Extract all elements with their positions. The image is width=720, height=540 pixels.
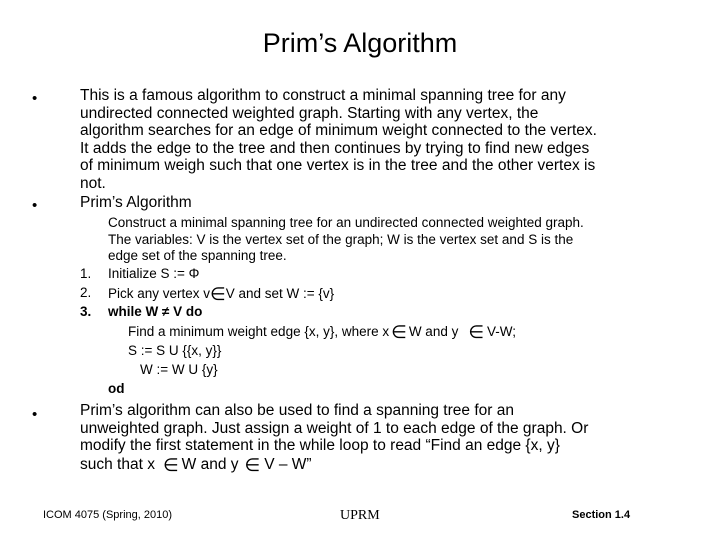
desc-line: The variables: V is the vertex set of the graph; W is the vertex set and S is the xyxy=(108,232,574,247)
step-text: Pick any vertex v∈V and set W := {v} xyxy=(108,284,335,304)
desc-line: edge set of the spanning tree. xyxy=(108,248,287,263)
loop-line: S := S U {{x, y}} xyxy=(128,343,222,358)
bullet-1: • xyxy=(32,90,38,107)
footer-center: UPRM xyxy=(340,508,380,523)
intro-line: This is a famous algorithm to construct a minimal spanning tree for any xyxy=(80,87,566,104)
loop-line: Find a minimum weight edge {x, y}, where x ∈ W and y ∈ V-W; xyxy=(128,322,517,342)
step-number: 2. xyxy=(80,285,92,300)
loop-line: W := W U {y} xyxy=(140,362,218,377)
intro-line: undirected connected weighted graph. Starting with any vertex, the xyxy=(80,104,539,122)
bullet-3: • xyxy=(32,406,38,423)
footer-section: Section 1.4 xyxy=(572,509,631,521)
intro-line: algorithm searches for an edge of minimum weight connected to the vertex. xyxy=(80,122,597,139)
slide-title: Prim’s Algorithm xyxy=(262,28,458,58)
final-line: such that x ∈ W and y ∈ V – W” xyxy=(80,454,312,475)
bullet-2: • xyxy=(32,197,38,214)
step-text: while W ≠ V do xyxy=(108,304,203,319)
intro-line: of minimum weigh such that one vertex is in the tree and the other vertex is xyxy=(80,157,596,174)
final-line: modify the first statement in the while loop to read “Find an edge {x, y} xyxy=(80,437,560,454)
intro-line: not. xyxy=(80,174,106,192)
od-keyword: od xyxy=(108,381,125,396)
element-of-symbol: ∈ xyxy=(210,284,226,304)
intro-line: It adds the edge to the tree and then continues by trying to find new edges xyxy=(80,139,590,157)
final-line: unweighted graph. Just assign a weight of 1 to each edge of the graph. Or xyxy=(80,419,589,437)
step-number: 1. xyxy=(80,266,92,281)
element-of-symbol: ∈ xyxy=(468,322,485,342)
element-of-symbol: ∈ xyxy=(162,454,179,475)
prims-heading: Prim’s Algorithm xyxy=(80,194,192,211)
final-line: Prim’s algorithm can also be used to find a spanning tree for an xyxy=(80,402,514,419)
desc-line: Construct a minimal spanning tree for an undirected connected weighted graph. xyxy=(108,215,584,230)
element-of-symbol: ∈ xyxy=(244,454,261,475)
footer-course: ICOM 4075 (Spring, 2010) xyxy=(43,509,173,521)
element-of-symbol: ∈ xyxy=(391,322,407,342)
step-number: 3. xyxy=(80,304,92,319)
step-text: Initialize S := Φ xyxy=(108,266,200,281)
